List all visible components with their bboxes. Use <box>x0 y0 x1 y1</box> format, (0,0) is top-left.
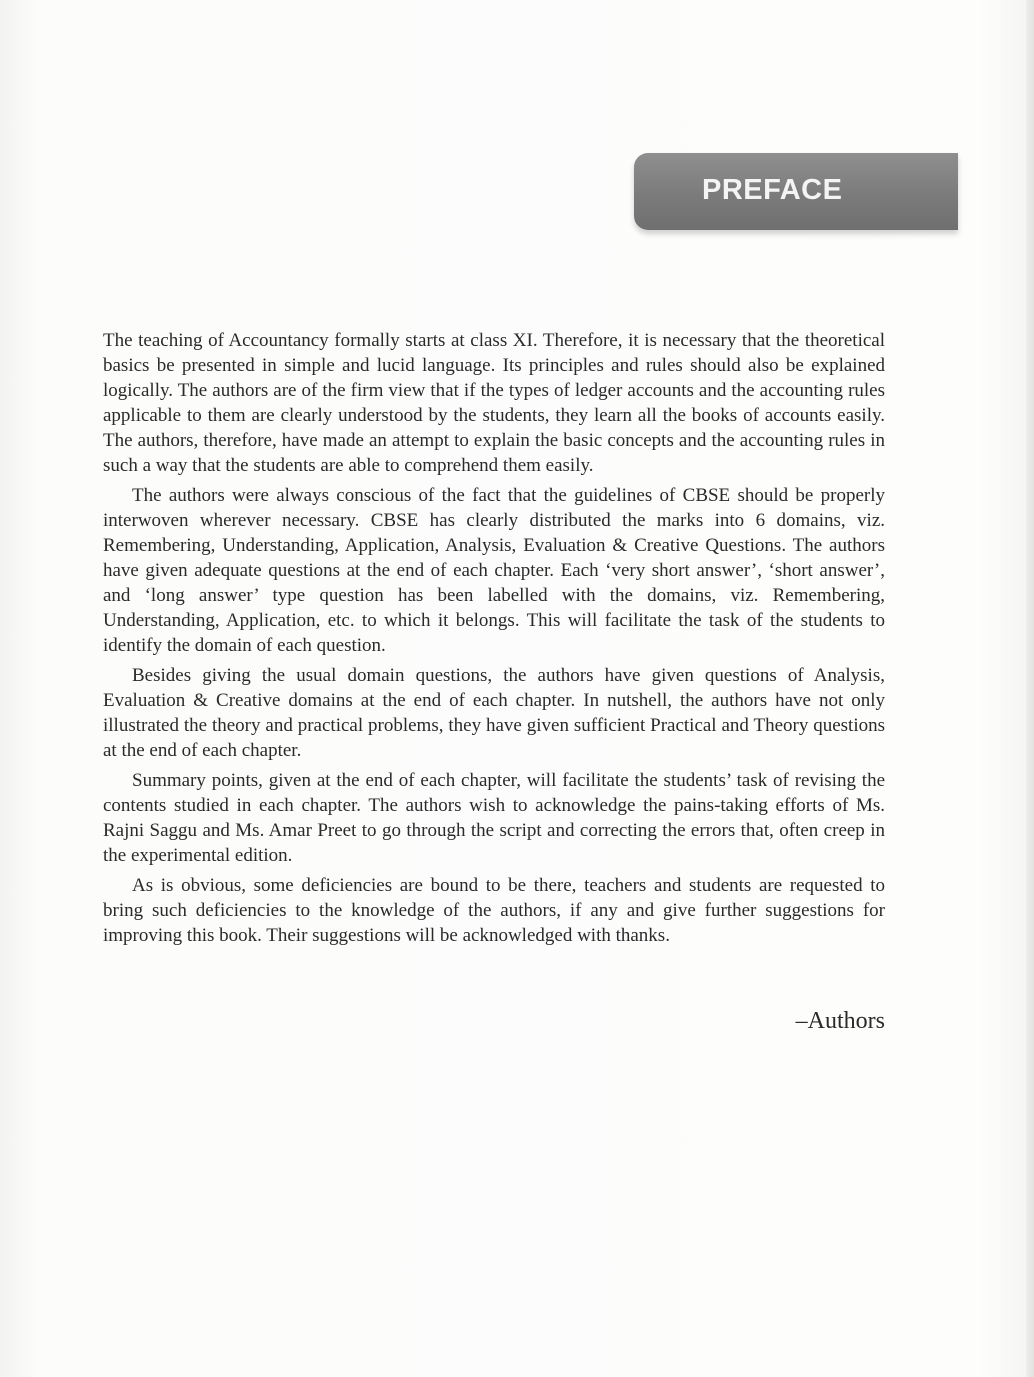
paragraph-4: Summary points, given at the end of each chapter, will facilitate the students’ task of revising the contents studied in each chapter. The authors wish to acknowledge the pains-taking efforts of Ms. Rajni Saggu and Ms. Amar Preet to go through the script and correcting the errors that, often creep in the experimental edition. <box>103 770 885 866</box>
page-edge-shadow <box>1026 0 1034 1377</box>
paragraph-5: As is obvious, some deficiencies are bound to be there, teachers and students are requested to bring such deficiencies to the knowledge of the authors, if any and give further suggestions for improving this book. Their suggestions will be acknowledged with thanks. <box>103 875 885 946</box>
paragraph-3: Besides giving the usual domain questions, the authors have given questions of Analysis, Evaluation & Creative domains at the end of each chapter. In nutshell, the authors have not only illustrated the theory and practical problems, they have given sufficient Practical and Theory questions at the end of each chapter. <box>103 665 885 761</box>
page-title: PREFACE <box>702 174 843 206</box>
paragraph-1: The teaching of Accountancy formally starts at class XI. Therefore, it is necessary that the theoretical basics be presented in simple and lucid language. Its principles and rules should also be explained logically. The authors are of the firm view that if the types of ledger accounts and the accounting rules applicable to them are clearly understood by the students, they learn all the books of accounts easily. The authors, therefore, have made an attempt to explain the basic concepts and the accounting rules in such a way that the students are able to comprehend them easily. <box>103 330 885 476</box>
signature: –Authors <box>795 1008 885 1034</box>
preface-body <box>103 328 885 953</box>
paragraph-2: The authors were always conscious of the fact that the guidelines of CBSE should be properly interwoven wherever necessary. CBSE has clearly distributed the marks into 6 domains, viz. Remembering, Understanding, Application, Analysis, Evaluation & Creative Questions. The authors have given adequate questions at the end of each chapter. Each ‘very short answer’, ‘short answer’, and ‘long answer’ type question has been labelled with the domains, viz. Remembering, Understanding, Application, etc. to which it belongs. This will facilitate the task of the students to identify the domain of each question. <box>103 485 885 656</box>
